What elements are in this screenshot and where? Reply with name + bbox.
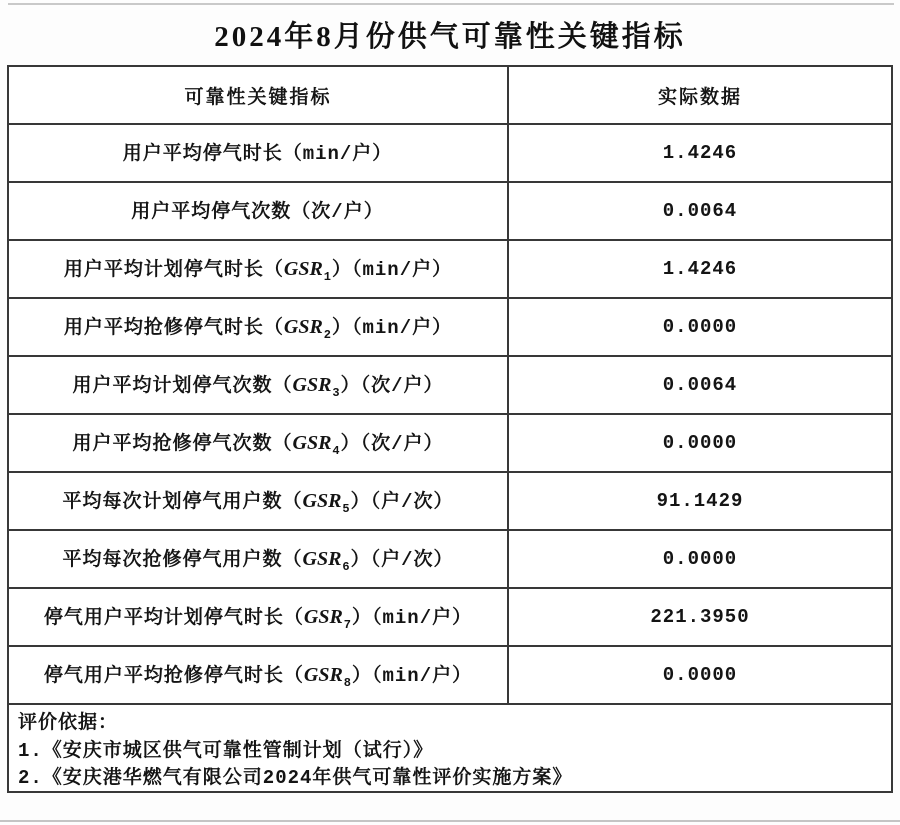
table-row <box>9 471 891 529</box>
table-row <box>9 413 891 471</box>
value-cell <box>509 531 891 587</box>
table-row <box>9 355 891 413</box>
page-title: 2024年8月份供气可靠性关键指标 <box>214 21 686 53</box>
indicator-label: 用户平均计划停气次数$(GSR_3)$（次/户） <box>72 374 444 400</box>
gsr-symbol: GSR <box>303 606 343 629</box>
value-cell <box>509 589 891 645</box>
gsr-subscript: 1 <box>323 269 332 284</box>
indicator-label: 停气用户平均抢修停气时长$(GSR_8)(\min/$户） <box>43 664 473 690</box>
gsr-subscript: 6 <box>342 559 351 574</box>
indicator-label: 平均每次计划停气用户数$(GSR_5)$（户/次） <box>62 490 454 516</box>
indicator-label: 用户平均停气次数（次/户） <box>131 201 384 224</box>
value-cell <box>509 415 891 471</box>
indicators-table <box>7 65 893 793</box>
indicator-value: 221.3950 <box>650 606 750 628</box>
value-cell <box>509 647 891 703</box>
indicator-cell <box>9 299 509 355</box>
value-cell <box>509 299 891 355</box>
indicator-label: 用户平均停气时长（min/户） <box>122 143 393 166</box>
header-indicator-cell <box>9 67 509 123</box>
indicator-value: 0.0000 <box>662 664 738 686</box>
indicator-value: 91.1429 <box>656 490 744 512</box>
gsr-symbol: GSR <box>302 490 342 513</box>
indicator-label: 用户平均抢修停气次数$(GSR_4)$（次/户） <box>72 432 444 458</box>
indicator-value: 1.4246 <box>662 258 738 280</box>
indicator-cell <box>9 357 509 413</box>
header-indicator-label: 可靠性关键指标 <box>184 86 332 109</box>
indicator-cell <box>9 241 509 297</box>
footer-heading: 评价依据： <box>18 712 119 734</box>
gsr-subscript: 4 <box>332 443 341 458</box>
table-row <box>9 529 891 587</box>
indicator-value: 0.0064 <box>662 374 738 396</box>
gsr-symbol: GSR <box>283 316 323 339</box>
gsr-symbol: GSR <box>292 432 332 455</box>
indicator-label: 停气用户平均计划停气时长$(GSR_7)(\min/$户） <box>43 606 473 632</box>
gsr-symbol: GSR <box>283 258 323 281</box>
footer-item: 2.《安庆港华燃气有限公司2024年供气可靠性评价实施方案》 <box>18 767 573 789</box>
table-header-row <box>9 67 891 123</box>
indicator-label: 用户平均计划停气时长$(GSR_1)(\min/$户） <box>63 258 453 284</box>
indicator-cell <box>9 473 509 529</box>
page-top-edge-line <box>8 3 894 5</box>
gsr-subscript: 5 <box>342 501 351 516</box>
table-footer <box>9 703 891 791</box>
table-row <box>9 587 891 645</box>
indicator-value: 0.0064 <box>662 200 738 222</box>
header-value-label: 实际数据 <box>657 86 742 109</box>
value-cell <box>509 241 891 297</box>
gsr-symbol: GSR <box>303 664 343 687</box>
indicator-cell <box>9 183 509 239</box>
indicator-cell <box>9 647 509 703</box>
value-cell <box>509 183 891 239</box>
page-bottom-edge-line <box>0 820 900 822</box>
indicator-value: 1.4246 <box>662 142 738 164</box>
indicator-label: 用户平均抢修停气时长$(GSR_2)(\min/$户） <box>63 316 453 342</box>
table-row <box>9 123 891 181</box>
indicator-value: 0.0000 <box>662 548 738 570</box>
footer-item: 1.《安庆市城区供气可靠性管制计划（试行）》 <box>18 739 434 762</box>
header-value-cell <box>509 67 891 123</box>
value-cell <box>509 125 891 181</box>
gsr-symbol: GSR <box>292 374 332 397</box>
table-row <box>9 239 891 297</box>
indicator-cell <box>9 531 509 587</box>
gsr-subscript: 7 <box>343 617 352 632</box>
table-row <box>9 645 891 703</box>
gsr-subscript: 8 <box>343 675 352 690</box>
gsr-subscript: 3 <box>332 385 341 400</box>
table-row <box>9 297 891 355</box>
indicator-cell <box>9 125 509 181</box>
indicator-label: 平均每次抢修停气用户数$(GSR_6)$（户/次） <box>62 548 454 574</box>
value-cell <box>509 357 891 413</box>
gsr-subscript: 2 <box>323 327 332 342</box>
indicator-value: 0.0000 <box>662 432 738 454</box>
table-row <box>9 181 891 239</box>
indicator-cell <box>9 415 509 471</box>
value-cell <box>509 473 891 529</box>
gsr-symbol: GSR <box>302 548 342 571</box>
indicator-value: 0.0000 <box>662 316 738 338</box>
indicator-cell <box>9 589 509 645</box>
